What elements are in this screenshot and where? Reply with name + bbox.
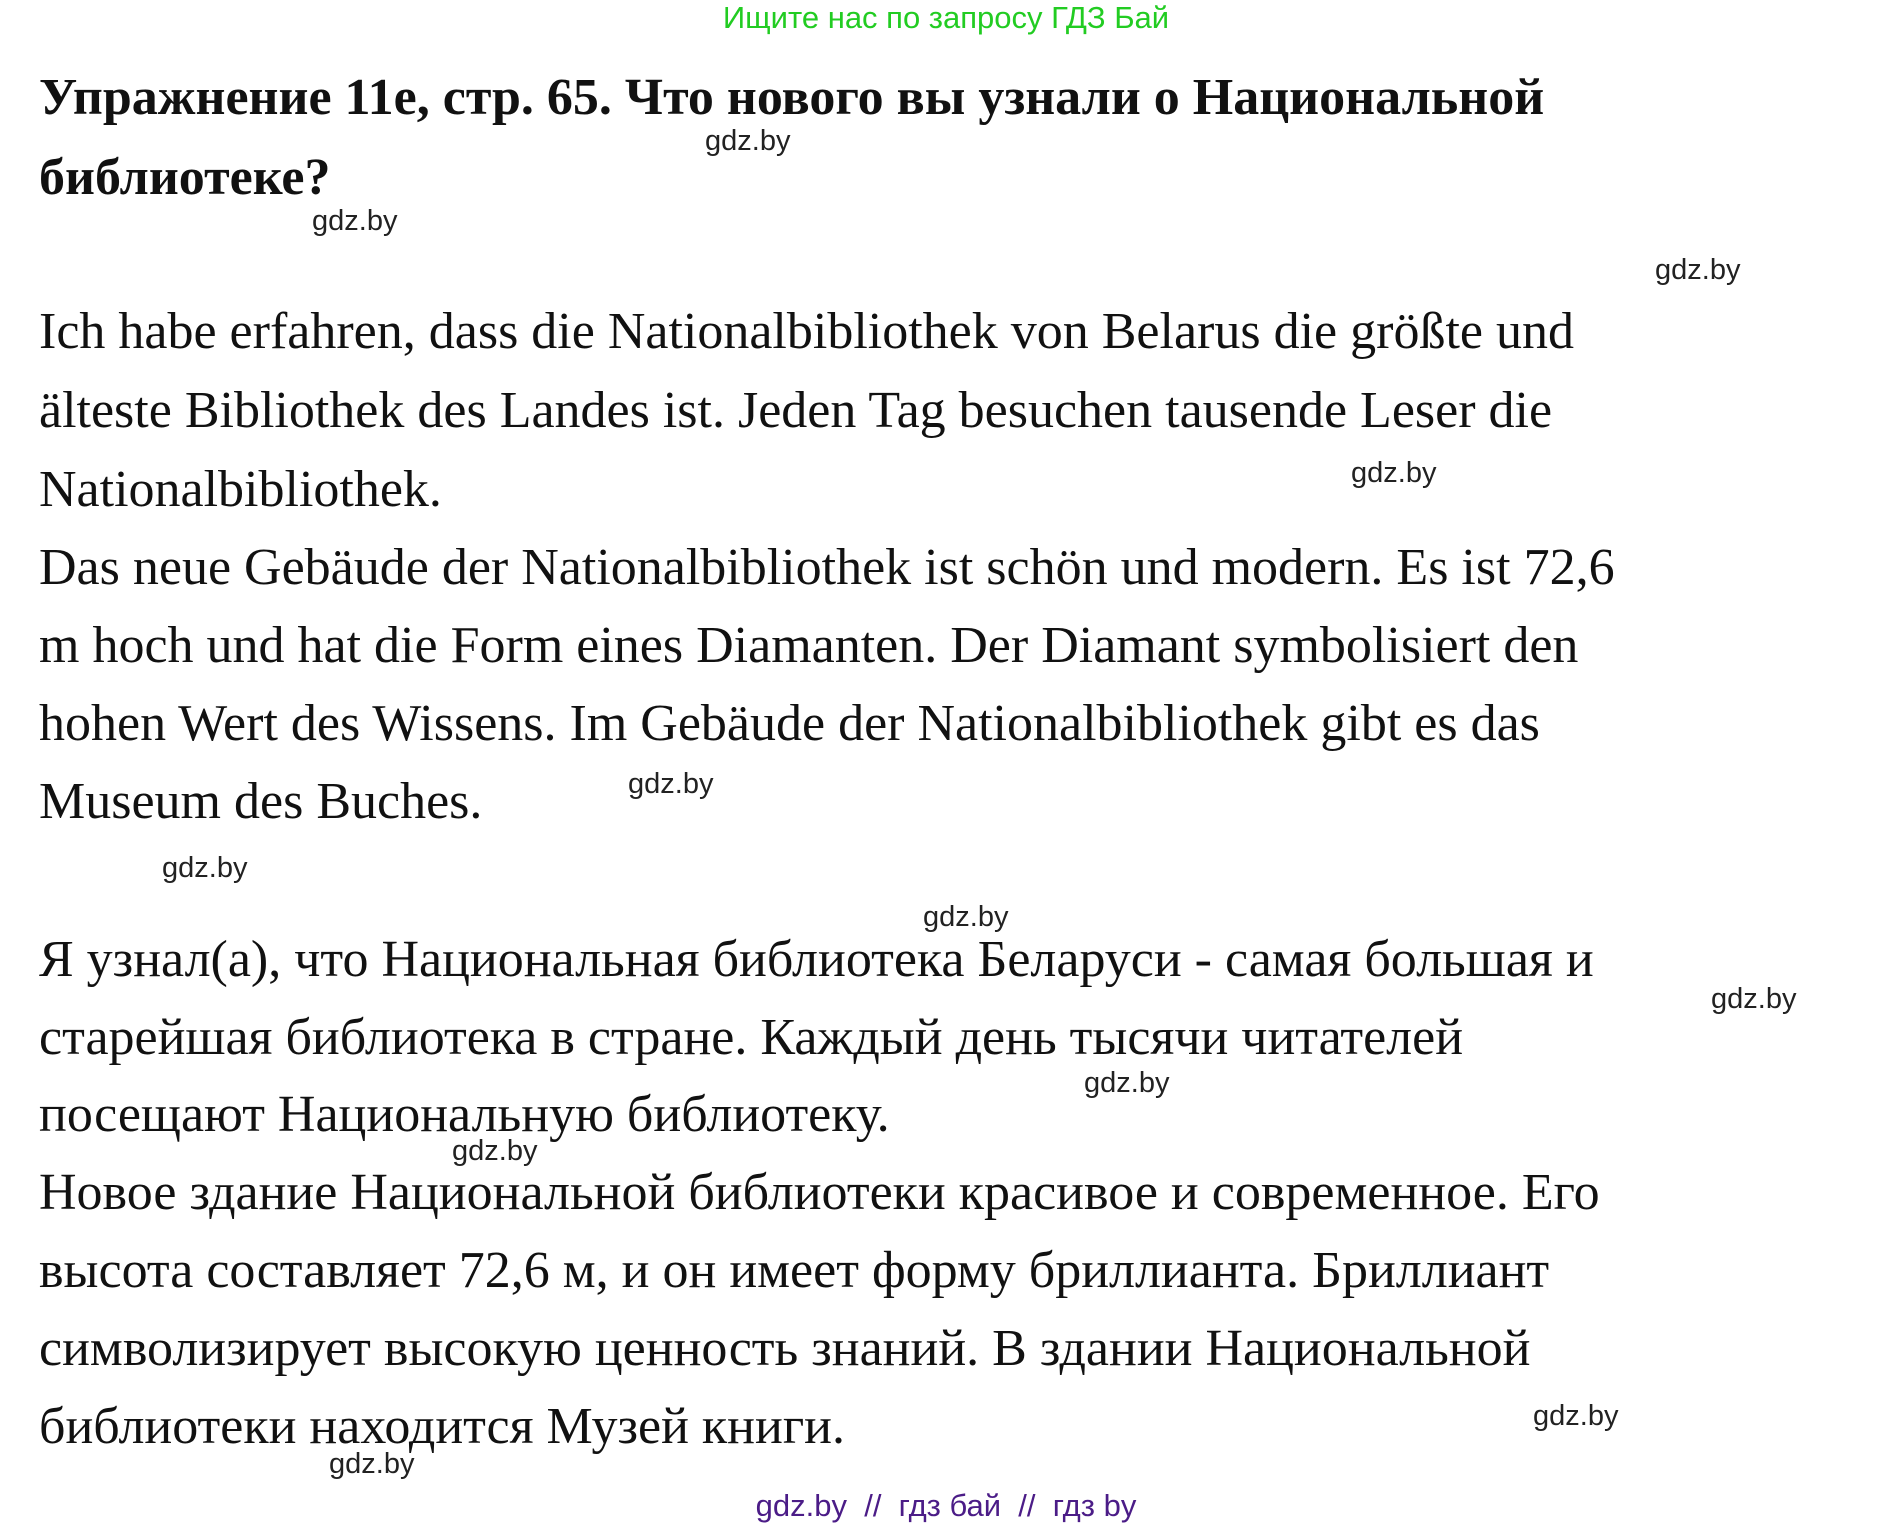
watermark: gdz.by [923, 901, 1009, 933]
watermark: gdz.by [1533, 1400, 1619, 1432]
russian-text-line: Я узнал(а), что Национальная библиотека Беларуси - самая большая и [39, 931, 1594, 988]
german-text-line: Ich habe erfahren, dass die Nationalbibliothek von Belarus die größte und [39, 303, 1574, 360]
watermark: gdz.by [1655, 254, 1741, 286]
russian-text-line: посещают Национальную библиотеку. [39, 1086, 890, 1143]
russian-text-line: Новое здание Национальной библиотеки красивое и современное. Его [39, 1164, 1600, 1221]
watermark: gdz.by [705, 125, 791, 157]
watermark: gdz.by [628, 768, 714, 800]
german-text-line: hohen Wert des Wissens. Im Gebäude der Nationalbibliothek gibt es das [39, 695, 1540, 752]
german-text-line: Museum des Buches. [39, 773, 483, 830]
watermark: gdz.by [1084, 1067, 1170, 1099]
watermark: gdz.by [452, 1135, 538, 1167]
watermark: gdz.by [312, 205, 398, 237]
exercise-title-line-1: Упражнение 11e, стр. 65. Что нового вы узнали о Национальной [39, 69, 1545, 126]
watermark: gdz.by [329, 1448, 415, 1480]
exercise-title-line-2: библиотеке? [39, 149, 331, 206]
german-text-line: m hoch und hat die Form eines Diamanten. Der Diamant symbolisiert den [39, 617, 1579, 674]
footer-links: gdz.by // гдз бай // гдз by [755, 1488, 1137, 1523]
russian-text-line: высота составляет 72,6 м, и он имеет форму бриллианта. Бриллиант [39, 1242, 1550, 1299]
german-text-line: älteste Bibliothek des Landes ist. Jeden Tag besuchen tausende Leser die [39, 382, 1553, 439]
search-banner: Ищите нас по запросу ГДЗ Бай [722, 0, 1170, 35]
watermark: gdz.by [1351, 457, 1437, 489]
russian-text-line: библиотеки находится Музей книги. [39, 1398, 845, 1455]
german-text-line: Nationalbibliothek. [39, 461, 442, 518]
watermark: gdz.by [1711, 983, 1797, 1015]
watermark: gdz.by [162, 852, 248, 884]
russian-text-line: символизирует высокую ценность знаний. В здании Национальной [39, 1320, 1531, 1377]
russian-text-line: старейшая библиотека в стране. Каждый день тысячи читателей [39, 1009, 1464, 1066]
german-text-line: Das neue Gebäude der Nationalbibliothek ist schön und modern. Es ist 72,6 [39, 539, 1615, 596]
